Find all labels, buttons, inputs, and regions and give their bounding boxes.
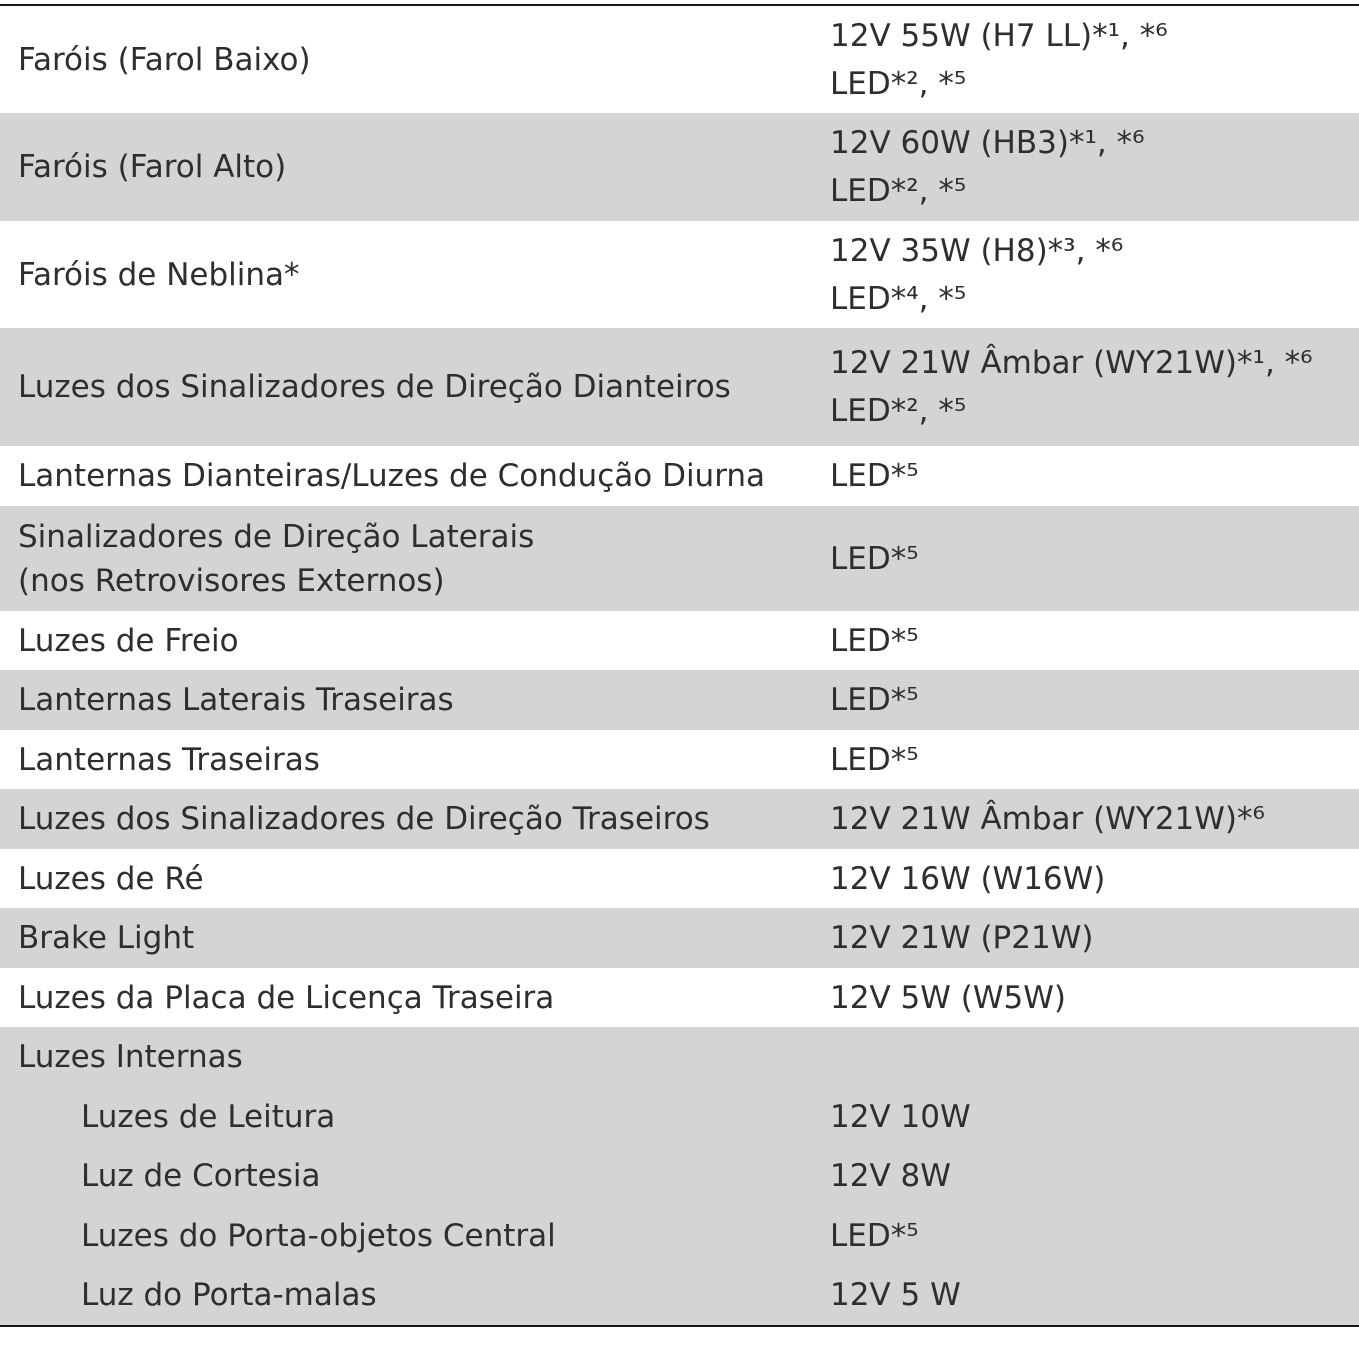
row-value (812, 914, 1359, 962)
row-value-line: 12V 21W (P21W) (830, 920, 1094, 956)
bulb-spec-table (0, 4, 1359, 1327)
row-label (0, 857, 812, 901)
row-label-line: Luzes do Porta-objetos Central (81, 1217, 556, 1254)
row-value (812, 339, 1359, 435)
row-label-line: Luzes de Freio (18, 622, 239, 659)
row-value-line: 12V 5W (W5W) (830, 979, 1066, 1016)
table-row (0, 1206, 1359, 1265)
table-row (0, 968, 1359, 1027)
row-label-line: Luz do Porta-malas (81, 1277, 377, 1313)
row-value-line: LED*⁵ (830, 682, 919, 718)
row-value (812, 1152, 1359, 1200)
row-label-line: Luzes dos Sinalizadores de Direção Dianteiros (18, 369, 731, 405)
row-value (812, 676, 1359, 724)
row-label (0, 1035, 812, 1079)
row-value (812, 1093, 1359, 1141)
row-value-line: 12V 55W (H7 LL)*¹, *⁶ (830, 17, 1168, 54)
row-value-line: LED*², *⁵ (830, 393, 967, 429)
row-value (812, 855, 1359, 903)
row-label (0, 1154, 812, 1198)
table-row (0, 221, 1359, 328)
row-value-line: LED*⁴, *⁵ (830, 280, 967, 317)
table-row (0, 1087, 1359, 1146)
row-value-line: 12V 21W Âmbar (WY21W)*¹, *⁶ (830, 345, 1313, 381)
row-label (0, 738, 812, 782)
row-value (812, 535, 1359, 583)
row-value-line: 12V 10W (830, 1098, 971, 1135)
row-label (0, 515, 812, 603)
row-label-line: Faróis (Farol Baixo) (18, 41, 311, 78)
row-value (812, 1271, 1359, 1319)
row-value-line: LED*⁵ (830, 622, 919, 659)
table-row (0, 446, 1359, 506)
row-value (812, 795, 1359, 843)
row-value (812, 119, 1359, 215)
row-label-line: (nos Retrovisores Externos) (18, 562, 445, 599)
row-label (0, 1214, 812, 1258)
row-label (0, 38, 812, 82)
table-row (0, 506, 1359, 611)
row-value (812, 736, 1359, 784)
row-label (0, 678, 812, 722)
row-value-line: LED*², *⁵ (830, 173, 967, 209)
row-value-line: 12V 35W (H8)*³, *⁶ (830, 232, 1124, 269)
row-label (0, 1273, 812, 1317)
row-value-line: 12V 16W (W16W) (830, 860, 1106, 897)
table-row (0, 611, 1359, 670)
row-label-line: Luzes de Ré (18, 860, 204, 897)
table-row (0, 6, 1359, 113)
table-row (0, 1265, 1359, 1325)
row-label-line: Luz de Cortesia (81, 1158, 321, 1194)
row-label-line: Sinalizadores de Direção Laterais (18, 518, 535, 555)
row-label (0, 976, 812, 1020)
row-value (812, 974, 1359, 1022)
row-value-line: LED*⁵ (830, 540, 919, 577)
row-value-line: LED*⁵ (830, 1217, 919, 1254)
row-label (0, 253, 812, 297)
row-value (812, 227, 1359, 323)
table-row (0, 789, 1359, 849)
row-value (812, 12, 1359, 108)
row-label (0, 1095, 812, 1139)
row-value (812, 1212, 1359, 1260)
row-label-line: Luzes dos Sinalizadores de Direção Traseiros (18, 801, 710, 837)
row-label-line: Luzes de Leitura (81, 1098, 336, 1135)
row-label (0, 619, 812, 663)
row-label (0, 916, 812, 960)
row-label-line: Luzes da Placa de Licença Traseira (18, 979, 555, 1016)
row-label-line: Lanternas Dianteiras/Luzes de Condução Diurna (18, 458, 766, 494)
table-row (0, 1146, 1359, 1206)
row-value (812, 617, 1359, 665)
table-row (0, 908, 1359, 968)
row-label-line: Lanternas Laterais Traseiras (18, 682, 454, 718)
row-value-line: 12V 8W (830, 1158, 951, 1194)
row-label (0, 365, 812, 409)
row-label-line: Brake Light (18, 920, 195, 956)
table-row (0, 849, 1359, 908)
table-row (0, 113, 1359, 221)
row-label-line: Faróis (Farol Alto) (18, 149, 287, 185)
table-row (0, 670, 1359, 730)
row-label-line: Lanternas Traseiras (18, 741, 320, 778)
row-value-line: LED*², *⁵ (830, 65, 967, 102)
row-label (0, 454, 812, 498)
table-row (0, 1027, 1359, 1087)
table-row (0, 730, 1359, 789)
row-value-line: 12V 21W Âmbar (WY21W)*⁶ (830, 801, 1265, 837)
row-value-line: 12V 5 W (830, 1277, 961, 1313)
row-value-line: LED*⁵ (830, 458, 919, 494)
row-value-line: 12V 60W (HB3)*¹, *⁶ (830, 125, 1145, 161)
row-value-line: LED*⁵ (830, 741, 919, 778)
table-row (0, 328, 1359, 446)
row-label-line: Luzes Internas (18, 1039, 243, 1075)
row-label-line: Faróis de Neblina* (18, 256, 300, 293)
row-label (0, 145, 812, 189)
row-value (812, 452, 1359, 500)
row-label (0, 797, 812, 841)
